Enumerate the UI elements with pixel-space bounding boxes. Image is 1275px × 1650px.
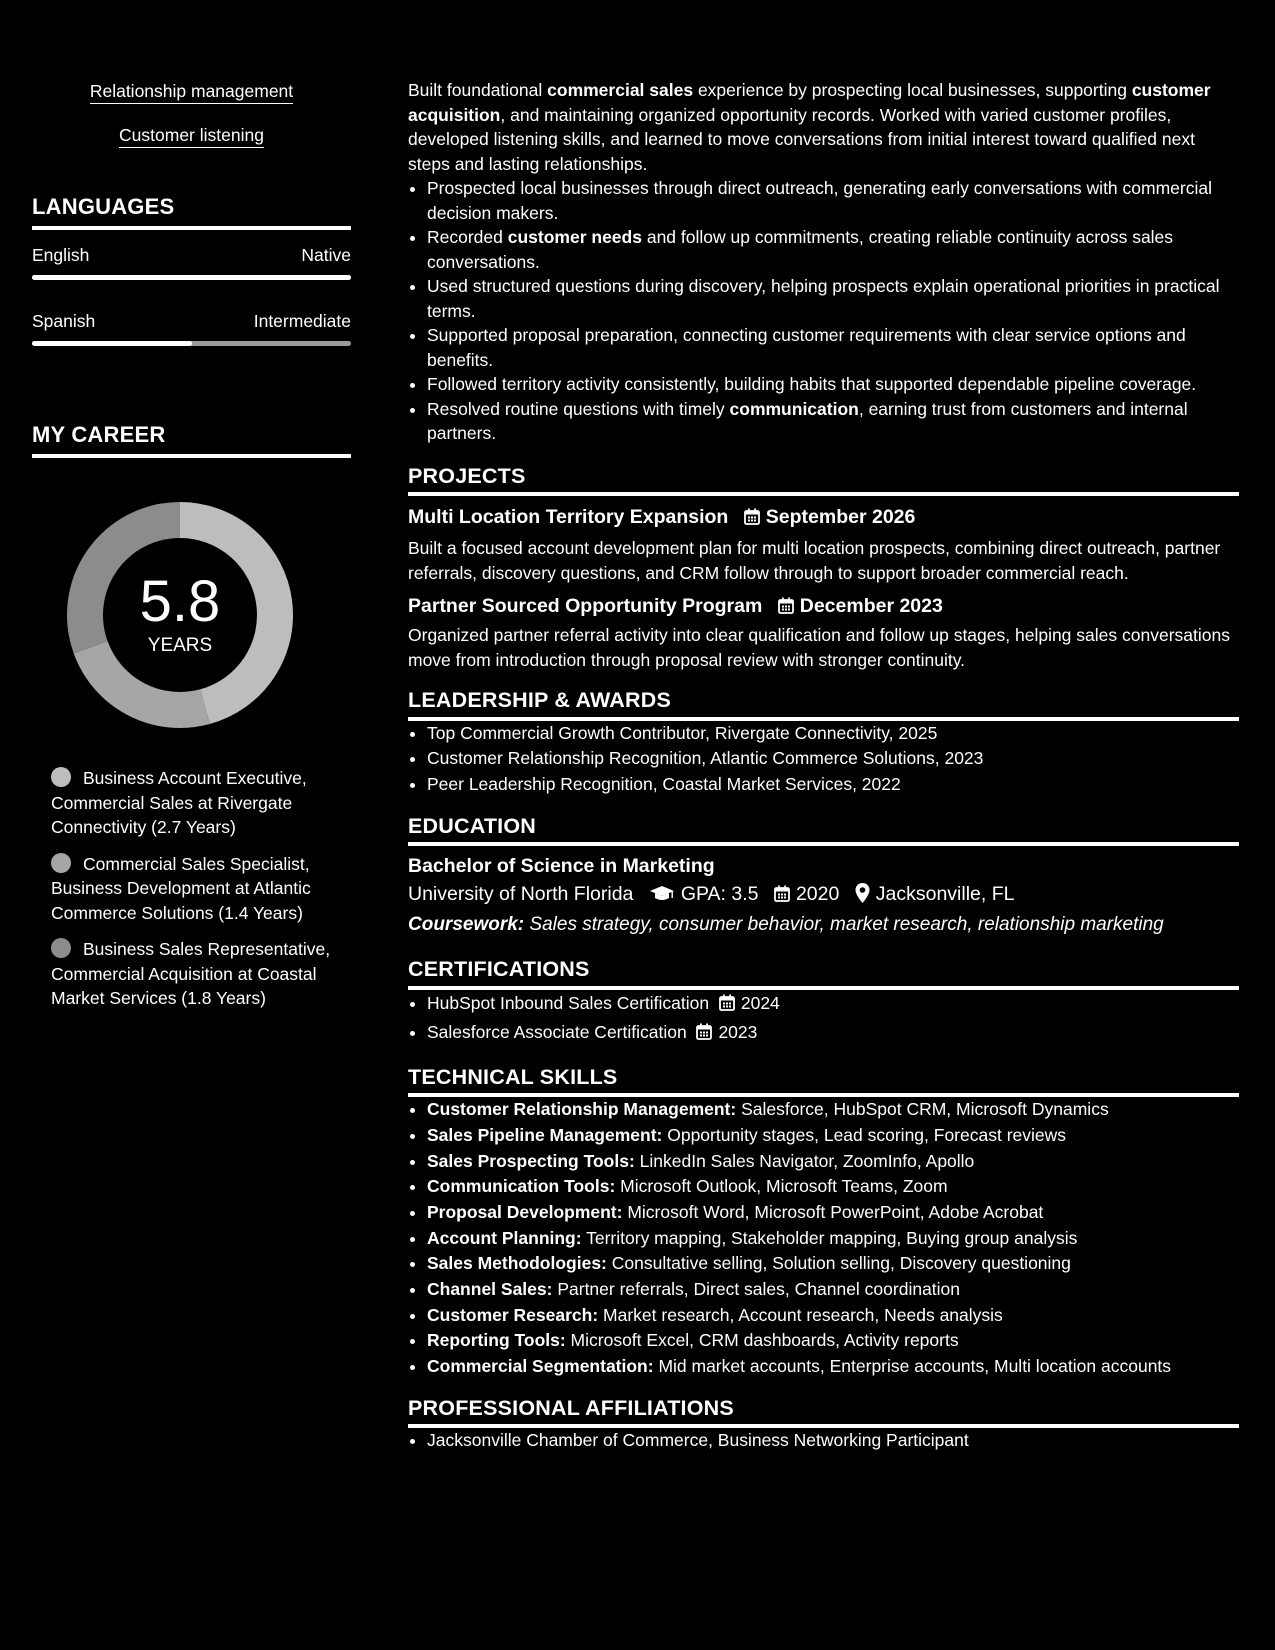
skill-item: • Proposal Development: Microsoft Word, Microsoft PowerPoint, Adobe Acrobat: [427, 1200, 1239, 1226]
list-item: • Salesforce Associate Certification 2023: [427, 1019, 1239, 1049]
language-level: Intermediate: [253, 311, 351, 331]
school: University of North Florida: [408, 883, 634, 906]
list-item: • Peer Leadership Recognition, Coastal Market Services, 2022: [427, 772, 1239, 798]
calendar-icon: [719, 992, 735, 1020]
projects-heading: PROJECTS: [408, 464, 1239, 497]
skill-item: • Sales Prospecting Tools: LinkedIn Sales Navigator, ZoomInfo, Apollo: [427, 1149, 1239, 1175]
career-item: Business Sales Representative, Commercial Acquisition at Coastal Market Services (1.8 Years): [51, 939, 331, 1008]
career-dot-icon: [51, 767, 71, 787]
list-item: • Customer Relationship Recognition, Atlantic Commerce Solutions, 2023: [427, 746, 1239, 772]
career-item: Business Account Executive, Commercial Sales at Rivergate Connectivity (2.7 Years): [51, 768, 307, 837]
skill-item: • Sales Methodologies: Consultative selling, Solution selling, Discovery questioning: [427, 1251, 1239, 1277]
location: Jacksonville, FL: [875, 883, 1015, 906]
career-dot-icon: [51, 853, 71, 873]
language-name: English: [32, 245, 90, 265]
project-item: [408, 593, 1239, 672]
language-level: Native: [301, 245, 351, 265]
graduation-cap-icon: [649, 883, 675, 911]
leadership-heading: LEADERSHIP & AWARDS: [408, 688, 1239, 721]
language-spanish: [32, 310, 351, 346]
list-item: • Used structured questions during discovery, helping prospects explain operational priorities in practical terms.: [427, 274, 1239, 323]
project-date: September 2026: [765, 506, 916, 528]
gpa: GPA: 3.5: [680, 883, 759, 906]
leadership-list: [408, 721, 1239, 798]
list-item: • Top Commercial Growth Contributor, Rivergate Connectivity, 2025: [427, 721, 1239, 747]
skill-item: • Communication Tools: Microsoft Outlook, Microsoft Teams, Zoom: [427, 1174, 1239, 1200]
list-item: • Jacksonville Chamber of Commerce, Business Networking Participant: [427, 1428, 1239, 1454]
language-name: Spanish: [32, 311, 96, 331]
language-bar-fill: [32, 275, 351, 280]
skill-tag: Relationship management: [90, 80, 293, 104]
list-item: • Resolved routine questions with timely communication, earning trust from customers and internal partners.: [427, 397, 1239, 446]
experience-summary: Built foundational commercial sales experience by prospecting local businesses, supporting customer acquisition, and maintaining organized opportunity records. Worked with varied customer profiles, developed listening skills, and learned to move conversations from initial interest toward qualified next steps and lasting relationships.: [408, 80, 1211, 174]
skill-tag: Customer listening: [119, 124, 264, 148]
project-description: Organized partner referral activity into clear qualification and follow up stages, helping sales conversations move from introduction through proposal review with stronger continuity.: [408, 625, 1230, 670]
calendar-icon: [774, 882, 790, 910]
career-total: 5.8: [139, 569, 221, 634]
list-item: • Recorded customer needs and follow up commitments, creating reliable continuity across sales conversations.: [427, 225, 1239, 274]
graduation-year: 2020: [795, 883, 840, 906]
main-content: [408, 78, 1239, 1454]
language-bar-fill: [32, 341, 192, 346]
degree: Bachelor of Science in Marketing: [408, 855, 715, 878]
education-details: [408, 880, 1239, 911]
language-bar: [32, 341, 351, 346]
career-list: [32, 766, 351, 1011]
career-donut: [65, 500, 295, 730]
project-item: [408, 504, 1239, 585]
skill-item: • Commercial Segmentation: Mid market accounts, Enterprise accounts, Multi location accounts: [427, 1354, 1239, 1380]
education-heading: EDUCATION: [408, 814, 1239, 847]
skills-heading: TECHNICAL SKILLS: [408, 1065, 1239, 1098]
list-item: • Prospected local businesses through direct outreach, generating early conversations with commercial decision makers.: [427, 176, 1239, 225]
skill-item: • Customer Relationship Management: Salesforce, HubSpot CRM, Microsoft Dynamics: [427, 1097, 1239, 1123]
skill-item: • Sales Pipeline Management: Opportunity stages, Lead scoring, Forecast reviews: [427, 1123, 1239, 1149]
skill-tags: [32, 80, 351, 168]
career-dot-icon: [51, 938, 71, 958]
skill-item: • Account Planning: Territory mapping, Stakeholder mapping, Buying group analysis: [427, 1226, 1239, 1252]
calendar-icon: [744, 506, 760, 532]
project-description: Built a focused account development plan for multi location prospects, combining direct outreach, partner referrals, discovery questions, and CRM follow through to support broader commercial reach.: [408, 538, 1221, 583]
sidebar: [32, 80, 351, 1023]
career-heading: MY CAREER: [32, 422, 351, 458]
career-unit: YEARS: [147, 635, 213, 656]
affiliations-list: [408, 1428, 1239, 1454]
career-item: Commercial Sales Specialist, Business Development at Atlantic Commerce Solutions (1.4 Years): [51, 853, 311, 923]
language-english: [32, 244, 351, 280]
calendar-icon: [696, 1021, 712, 1049]
project-date: December 2023: [799, 595, 943, 617]
affiliations-heading: PROFESSIONAL AFFILIATIONS: [408, 1396, 1239, 1429]
project-title: Partner Sourced Opportunity Program: [408, 595, 763, 617]
skill-item: • Reporting Tools: Microsoft Excel, CRM dashboards, Activity reports: [427, 1328, 1239, 1354]
certifications-heading: CERTIFICATIONS: [408, 957, 1239, 990]
skill-item: • Customer Research: Market research, Account research, Needs analysis: [427, 1303, 1239, 1329]
project-title: Multi Location Territory Expansion: [408, 506, 729, 528]
calendar-icon: [778, 595, 794, 621]
coursework: Coursework: Sales strategy, consumer behavior, market research, relationship marketing: [408, 914, 1164, 936]
certifications-list: [408, 990, 1239, 1049]
experience-bullets: [408, 176, 1239, 446]
list-item: • HubSpot Inbound Sales Certification 2024: [427, 990, 1239, 1020]
list-item: • Supported proposal preparation, connecting customer requirements with clear service options and benefits.: [427, 323, 1239, 372]
map-pin-icon: [855, 883, 870, 911]
language-bar: [32, 275, 351, 280]
languages-heading: LANGUAGES: [32, 194, 351, 230]
skills-list: [408, 1097, 1239, 1380]
list-item: • Followed territory activity consistently, building habits that supported dependable pipeline coverage.: [427, 372, 1239, 397]
skill-item: • Channel Sales: Partner referrals, Direct sales, Channel coordination: [427, 1277, 1239, 1303]
